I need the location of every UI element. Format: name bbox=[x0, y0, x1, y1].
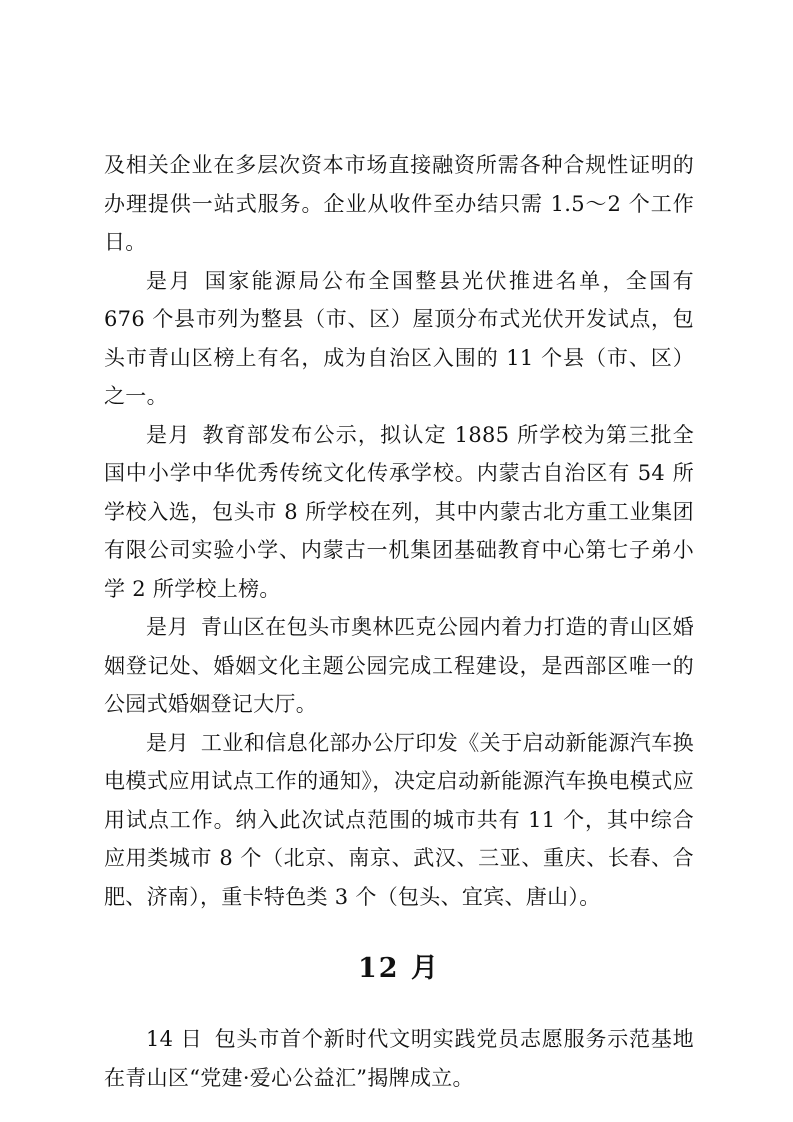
entry-text: 工业和信息化部办公厅印发《关于启动新能源汽车换电模式应用试点工作的通知》，决定启动新能源汽车换电模式应用试点工作。纳入此次试点范围的城市共有 11 个，其中综合应用类城市 8 个（北京、南京、武汉、三亚、重庆、长春、合肥、济南），重卡特色类 3 个（包头、宜宾、唐山）。 bbox=[104, 730, 694, 909]
entry-education-schools bbox=[104, 416, 694, 609]
entry-battery-swap-pilot bbox=[104, 724, 694, 917]
entry-marriage-registry bbox=[104, 608, 694, 724]
entry-text: 教育部发布公示，拟认定 1885 所学校为第三批全国中小学中华优秀传统文化传承学校。内蒙古自治区有 54 所学校入选，包头市 8 所学校在列，其中内蒙古北方重工业集团有限公司实验小学、内蒙古一机集团基础教育中心第七子弟小学 2 所学校上榜。 bbox=[104, 422, 694, 601]
entry-date: 是月 bbox=[146, 422, 191, 447]
entry-text: 包头市首个新时代文明实践党员志愿服务示范基地在青山区“党建·爱心公益汇”揭牌成立。 bbox=[104, 1027, 694, 1090]
entry-energy-pv bbox=[104, 262, 694, 416]
entry-date: 是月 bbox=[146, 615, 189, 639]
document-body bbox=[104, 146, 694, 1097]
entry-date: 是月 bbox=[146, 268, 193, 293]
entry-text: 国家能源局公布全国整县光伏推进名单，全国有 676 个县市列为整县（市、区）屋顶分布式光伏开发试点，包头市青山区榜上有名，成为自治区入围的 11 个县（市、区）之一。 bbox=[104, 268, 694, 408]
entry-date: 14 日 bbox=[146, 1027, 203, 1051]
paragraph-text: 及相关企业在多层次资本市场直接融资所需各种合规性证明的办理提供一站式服务。企业从收件至办结只需 1.5～2 个工作日。 bbox=[104, 153, 694, 254]
entry-date: 是月 bbox=[146, 730, 189, 755]
month-heading: 12 月 bbox=[358, 953, 440, 984]
entry-text: 青山区在包头市奥林匹克公园内着力打造的青山区婚姻登记处、婚姻文化主题公园完成工程建设，是西部区唯一的公园式婚姻登记大厅。 bbox=[104, 615, 694, 716]
entry-volunteer-base bbox=[104, 1020, 694, 1097]
paragraph-continuation bbox=[104, 146, 694, 262]
